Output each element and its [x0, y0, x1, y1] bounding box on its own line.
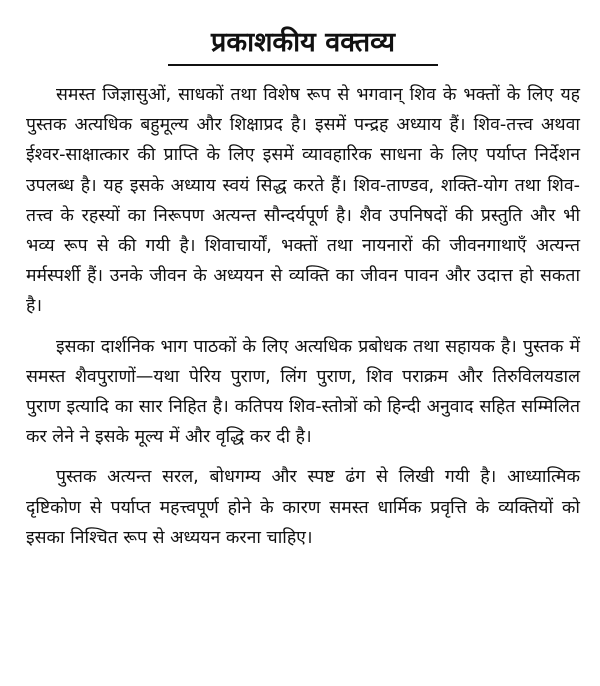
paragraph-1: समस्त जिज्ञासुओं, साधकों तथा विशेष रूप से भगवान् शिव के भक्तों के लिए यह पुस्तक अत्यधिक बहुमूल्य और शिक्षाप्रद है। इसमें पन्द्रह अध्याय हैं। शिव-तत्त्व अथवा ईश्वर-साक्षात्कार की प्राप्ति के लिए इसमें व्यावहारिक साधना के लिए पर्याप्त निर्देशन उपलब्ध है। यह इसके अध्याय स्वयं सिद्ध करते हैं। शिव-ताण्डव, शक्ति-योग तथा शिव-तत्त्व के रहस्यों का निरूपण अत्यन्त सौन्दर्यपूर्ण है। शैव उपनिषदों की प्रस्तुति और भी भव्य रूप से की गयी है। शिवाचार्यों, भक्तों तथा नायनारों की जीवनगाथाएँ अत्यन्त मर्मस्पर्शी हैं। उनके जीवन के अध्ययन से व्यक्ति का जीवन पावन और उदात्त हो सकता है।: [26, 85, 580, 317]
title-underline: [168, 64, 438, 66]
paragraph-3: पुस्तक अत्यन्त सरल, बोधगम्य और स्पष्ट ढंग से लिखी गयी है। आध्यात्मिक दृष्टिकोण से पर्याप्त महत्त्वपूर्ण होने के कारण समस्त धार्मिक प्रवृत्ति के व्यक्तियों को इसका निश्चित रूप से अध्ययन करना चाहिए।: [26, 467, 580, 548]
page-title: प्रकाशकीय वक्तव्य: [210, 27, 395, 58]
paragraph-2: इसका दार्शनिक भाग पाठकों के लिए अत्यधिक प्रबोधक तथा सहायक है। पुस्तक में समस्त शैवपुराणों—यथा पेरिय पुराण, लिंग पुराण, शिव पराक्रम और तिरुविलयडाल पुराण इत्यादि का सार निहित है। कतिपय शिव-स्तोत्रों को हिन्दी अनुवाद सहित सम्मिलित कर लेने ने इसके मूल्य में और वृद्धि कर दी है।: [26, 336, 580, 448]
